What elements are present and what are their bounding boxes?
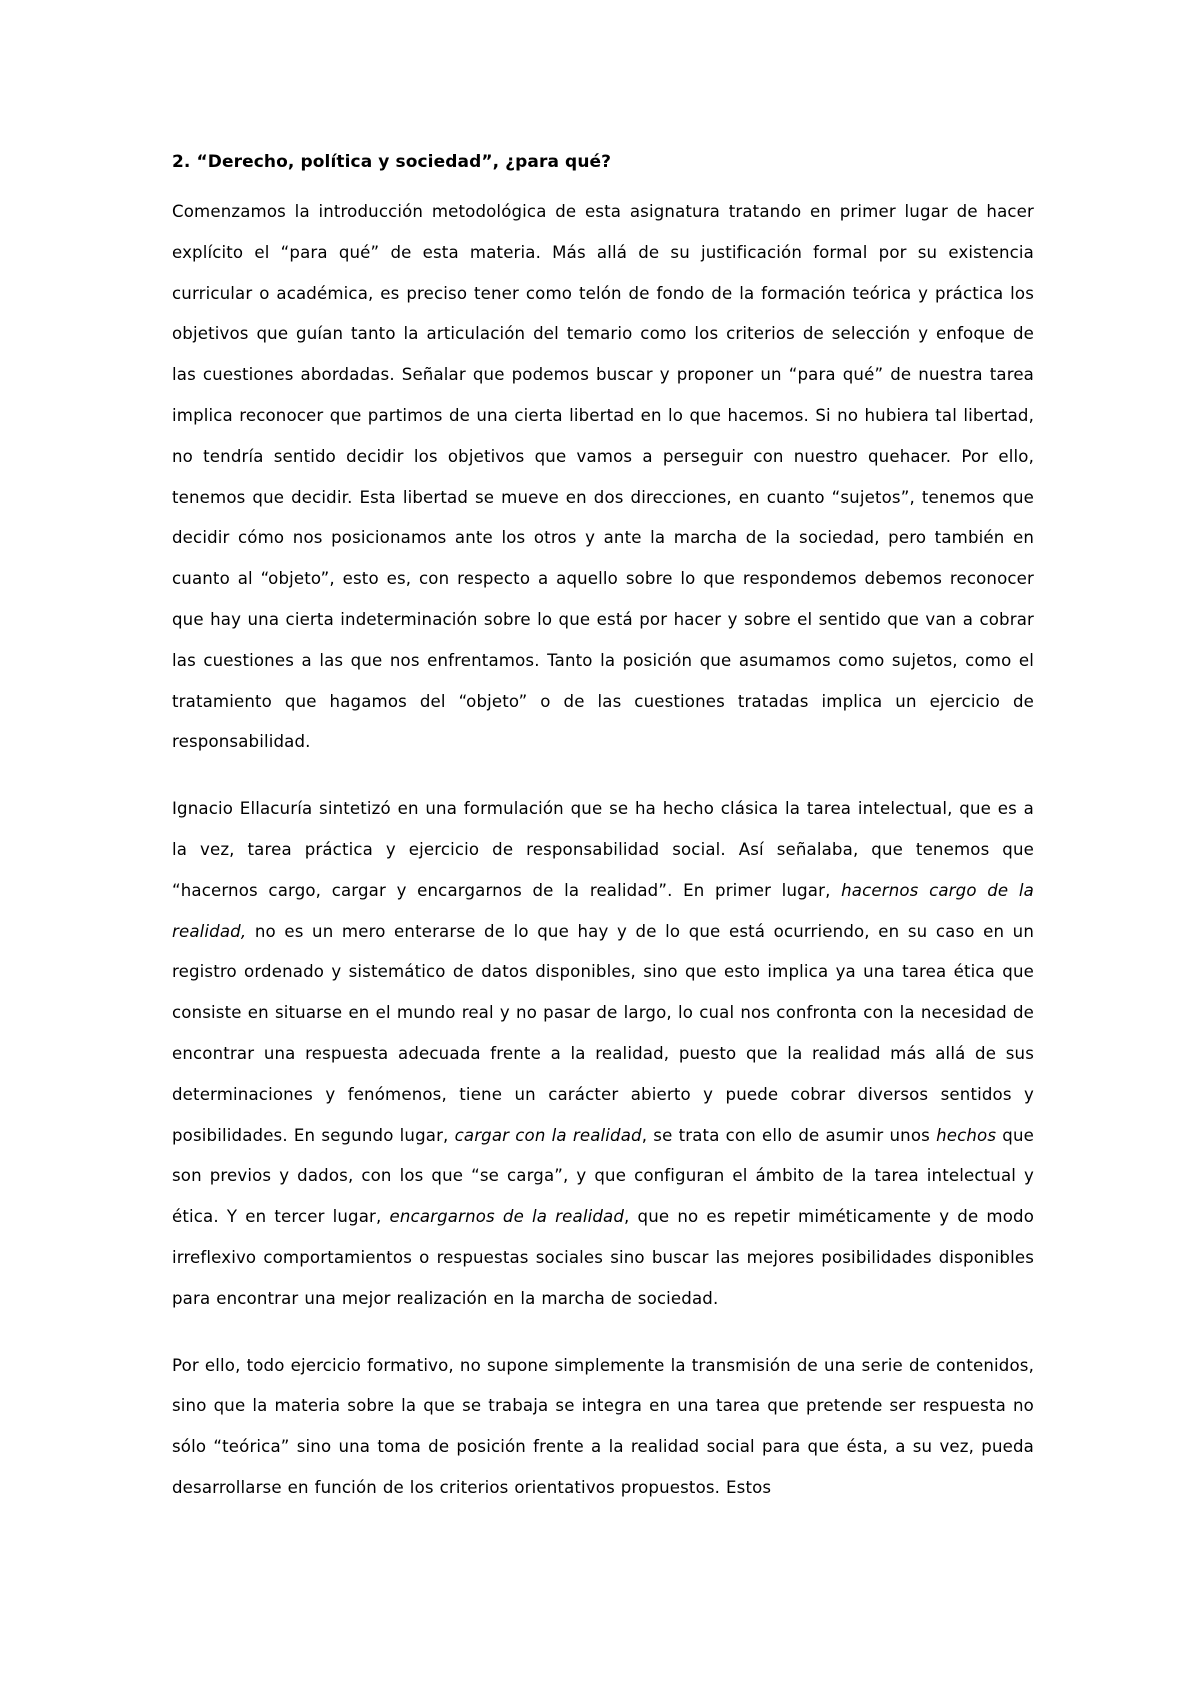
paragraph-2-text-4: que son previos y dados, con los que “se carga”, y que configuran el ámbito de la tarea intelectual y ética. Y en tercer lugar, [172, 1125, 1034, 1227]
paragraph-2-text-1: Ignacio Ellacuría sintetizó en una formulación que se ha hecho clásica la tarea intelectual, que es a la vez, tarea práctica y ejercicio de responsabilidad social. Así señalaba, que tenemos que “hacernos cargo, cargar y encargarnos de la realidad”. En primer lugar, [172, 799, 1034, 900]
paragraph-2-emphasis-2: cargar con la realidad [454, 1125, 642, 1145]
paragraph-2-emphasis-1: hacernos cargo de la realidad, [172, 880, 1034, 941]
paragraph-2-emphasis-4: encargarnos de la realidad [389, 1207, 625, 1227]
paragraph-2-text-2: no es un mero enterarse de lo que hay y de lo que está ocurriendo, en su caso en un registro ordenado y sistemático de datos disponibles, sino que esto implica ya una tarea ética que consiste en situarse en el mundo real y no pasar de largo, lo cual nos confronta con la necesidad de encontrar una respuesta adecuada frente a la realidad, puesto que la realidad más allá de sus determinaciones y fenómenos, tiene un carácter abierto y puede cobrar diversos sentidos y posibilidades. En segundo lugar, [172, 921, 1034, 1145]
paragraph-3: Por ello, todo ejercicio formativo, no supone simplemente la transmisión de una serie de contenidos, sino que la materia sobre la que se trabaja se integra en una tarea que pretende ser respuesta no sólo “teórica” sino una toma de posición frente a la realidad social para que ésta, a su vez, pueda desarrollarse en función de los criterios orientativos propuestos. Estos [172, 1355, 1034, 1497]
section-heading: 2. “Derecho, política y sociedad”, ¿para qué? [172, 152, 612, 172]
document-page [172, 142, 1034, 1535]
paragraph-1: Comenzamos la introducción metodológica de esta asignatura tratando en primer lugar de hacer explícito el “para qué” de esta materia. Más allá de su justificación formal por su existencia curricular o académica, es preciso tener como telón de fondo de la formación teórica y práctica los objetivos que guían tanto la articulación del temario como los criterios de selección y enfoque de las cuestiones abordadas. Señalar que podemos buscar y proponer un “para qué” de nuestra tarea implica reconocer que partimos de una cierta libertad en lo que hacemos. Si no hubiera tal libertad, no tendría sentido decidir los objetivos que vamos a perseguir con nuestro quehacer. Por ello, tenemos que decidir. Esta libertad se mueve en dos direcciones, en cuanto “sujetos”, tenemos que decidir cómo nos posicionamos ante los otros y ante la marcha de la sociedad, pero también en cuanto al “objeto”, esto es, con respecto a aquello sobre lo que respondemos debemos reconocer que hay una cierta indeterminación sobre lo que está por hacer y sobre el sentido que van a cobrar las cuestiones a las que nos enfrentamos. Tanto la posición que asumamos como sujetos, como el tratamiento que hagamos del “objeto” o de las cuestiones tratadas implica un ejercicio de responsabilidad. [172, 202, 1034, 752]
paragraph-2 [172, 789, 1034, 1319]
paragraph-2-text-5: , que no es repetir miméticamente y de modo irreflexivo comportamientos o respuestas sociales sino buscar las mejores posibilidades disponibles para encontrar una mejor realización en la marcha de sociedad. [172, 1207, 1034, 1308]
paragraph-2-text-3: , se trata con ello de asumir unos [641, 1125, 937, 1145]
paragraph-2-emphasis-3: hechos [936, 1125, 997, 1145]
